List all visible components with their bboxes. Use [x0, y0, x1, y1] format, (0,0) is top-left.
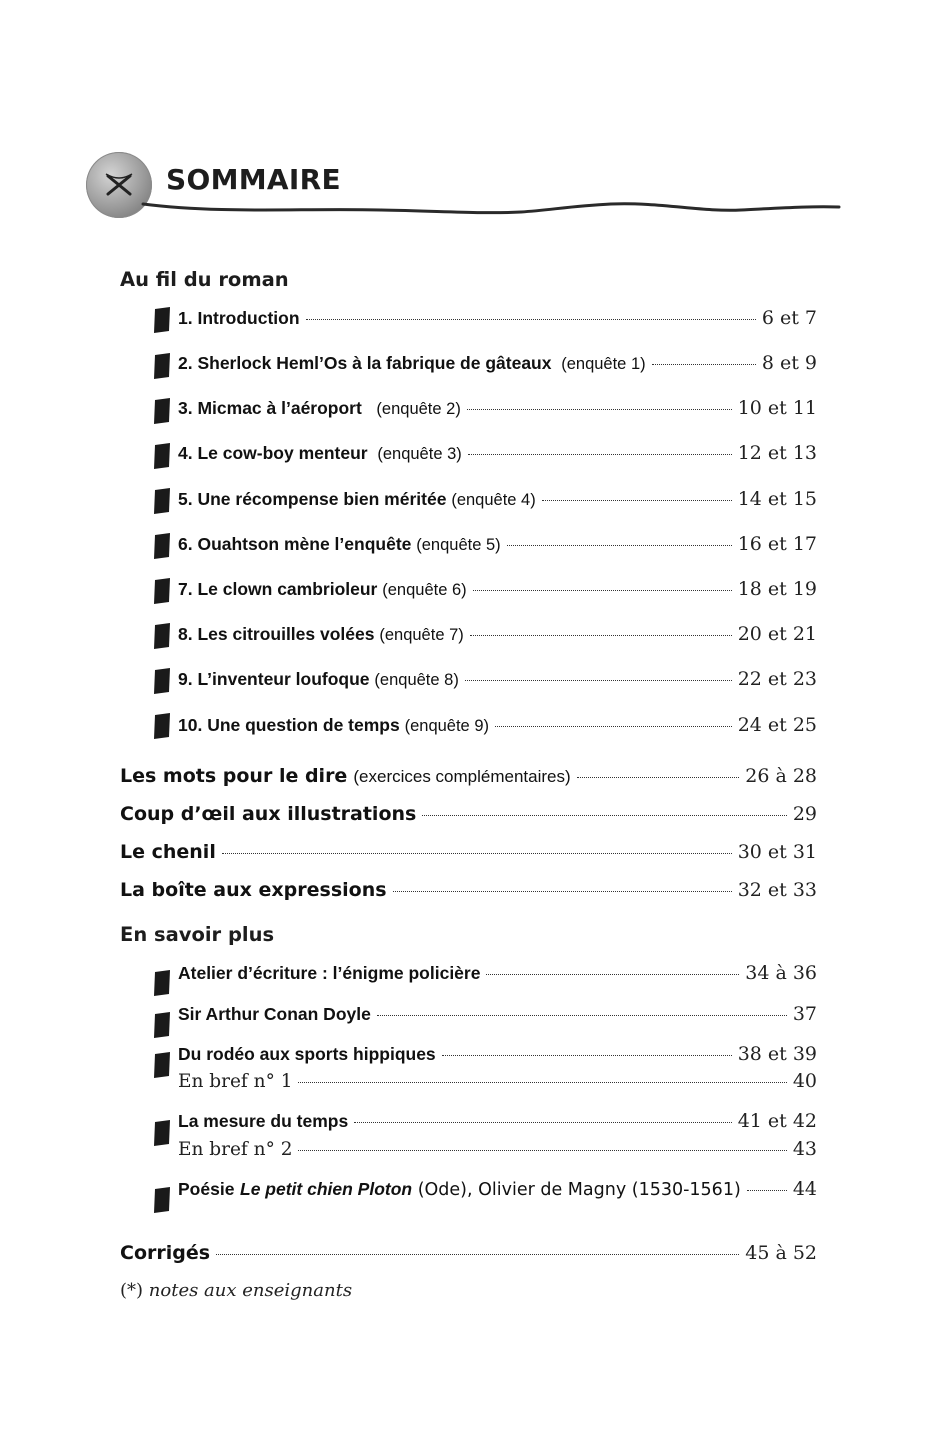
- toc-entry-chapter-9[interactable]: 9. L’inventeur loufoque (enquête 8) 22 et 23: [178, 668, 817, 690]
- bullet-icon: [152, 488, 172, 514]
- bullet-icon: [152, 1120, 172, 1146]
- toc-entry-en-bref-1[interactable]: En bref n° 1 40: [178, 1070, 817, 1092]
- toc-entry-chapter-6[interactable]: 6. Ouahtson mène l’enquête (enquête 5) 16 et 17: [178, 533, 817, 555]
- toc-entry-en-bref-2[interactable]: En bref n° 2 43: [178, 1138, 817, 1160]
- bullet-icon: [152, 353, 172, 379]
- bullet-icon: [152, 443, 172, 469]
- bullet-icon: [152, 1052, 172, 1078]
- toc-entry-coup-doeil[interactable]: Coup d’œil aux illustrations 29: [120, 803, 817, 825]
- bullet-icon: [152, 398, 172, 424]
- toc-entry-poesie[interactable]: Poésie Le petit chien Ploton (Ode), Olivier de Magny (1530-1561) 44: [178, 1178, 817, 1200]
- toc-entry-rodeo[interactable]: Du rodéo aux sports hippiques 38 et 39: [178, 1043, 817, 1065]
- bullet-icon: [152, 578, 172, 604]
- toc-entry-chapter-5[interactable]: 5. Une récompense bien méritée (enquête 4) 14 et 15: [178, 488, 817, 510]
- toc-entry-chapter-8[interactable]: 8. Les citrouilles volées (enquête 7) 20 et 21: [178, 623, 817, 645]
- toc-entry-chapter-1[interactable]: 1. Introduction 6 et 7: [178, 307, 817, 329]
- page-title: SOMMAIRE: [166, 163, 341, 196]
- bullet-icon: [152, 713, 172, 739]
- toc-entry-atelier-ecriture[interactable]: Atelier d’écriture : l’énigme policière 34 à 36: [178, 962, 817, 984]
- bullet-icon: [152, 668, 172, 694]
- toc-entry-chapter-2[interactable]: 2. Sherlock Heml’Os à la fabrique de gâteaux (enquête 1) 8 et 9: [178, 352, 817, 374]
- toc-entry-chapter-10[interactable]: 10. Une question de temps (enquête 9) 24 et 25: [178, 714, 817, 736]
- toc-entry-chapter-7[interactable]: 7. Le clown cambrioleur (enquête 6) 18 et 19: [178, 578, 817, 600]
- toc-entry-chapter-3[interactable]: 3. Micmac à l’aéroport (enquête 2) 10 et 11: [178, 397, 817, 419]
- section-title-en-savoir-plus: En savoir plus: [120, 923, 275, 946]
- toc-entry-boite-expressions[interactable]: La boîte aux expressions 32 et 33: [120, 879, 817, 901]
- title-underline-squiggle: [141, 192, 841, 222]
- toc-entry-le-chenil[interactable]: Le chenil 30 et 31: [120, 841, 817, 863]
- footnote-mark: (*): [120, 1280, 144, 1301]
- toc-entry-mesure-temps[interactable]: La mesure du temps 41 et 42: [178, 1110, 817, 1132]
- footnote: [120, 1280, 352, 1301]
- footnote-text: notes aux enseignants: [148, 1280, 353, 1301]
- bullet-icon: [152, 307, 172, 333]
- header: [86, 152, 836, 232]
- toc-entry-corriges[interactable]: Corrigés 45 à 52: [120, 1242, 817, 1264]
- toc-entry-chapter-4[interactable]: 4. Le cow-boy menteur (enquête 3) 12 et 13: [178, 442, 817, 464]
- bullet-icon: [152, 623, 172, 649]
- section-title-au-fil: Au fil du roman: [120, 268, 289, 291]
- toc-entry-conan-doyle[interactable]: Sir Arthur Conan Doyle 37: [178, 1003, 817, 1025]
- bullet-icon: [152, 970, 172, 996]
- bullet-icon: [152, 1187, 172, 1213]
- toc-entry-les-mots[interactable]: Les mots pour le dire (exercices complémentaires) 26 à 28: [120, 765, 817, 787]
- bullet-icon: [152, 1012, 172, 1038]
- bullet-icon: [152, 533, 172, 559]
